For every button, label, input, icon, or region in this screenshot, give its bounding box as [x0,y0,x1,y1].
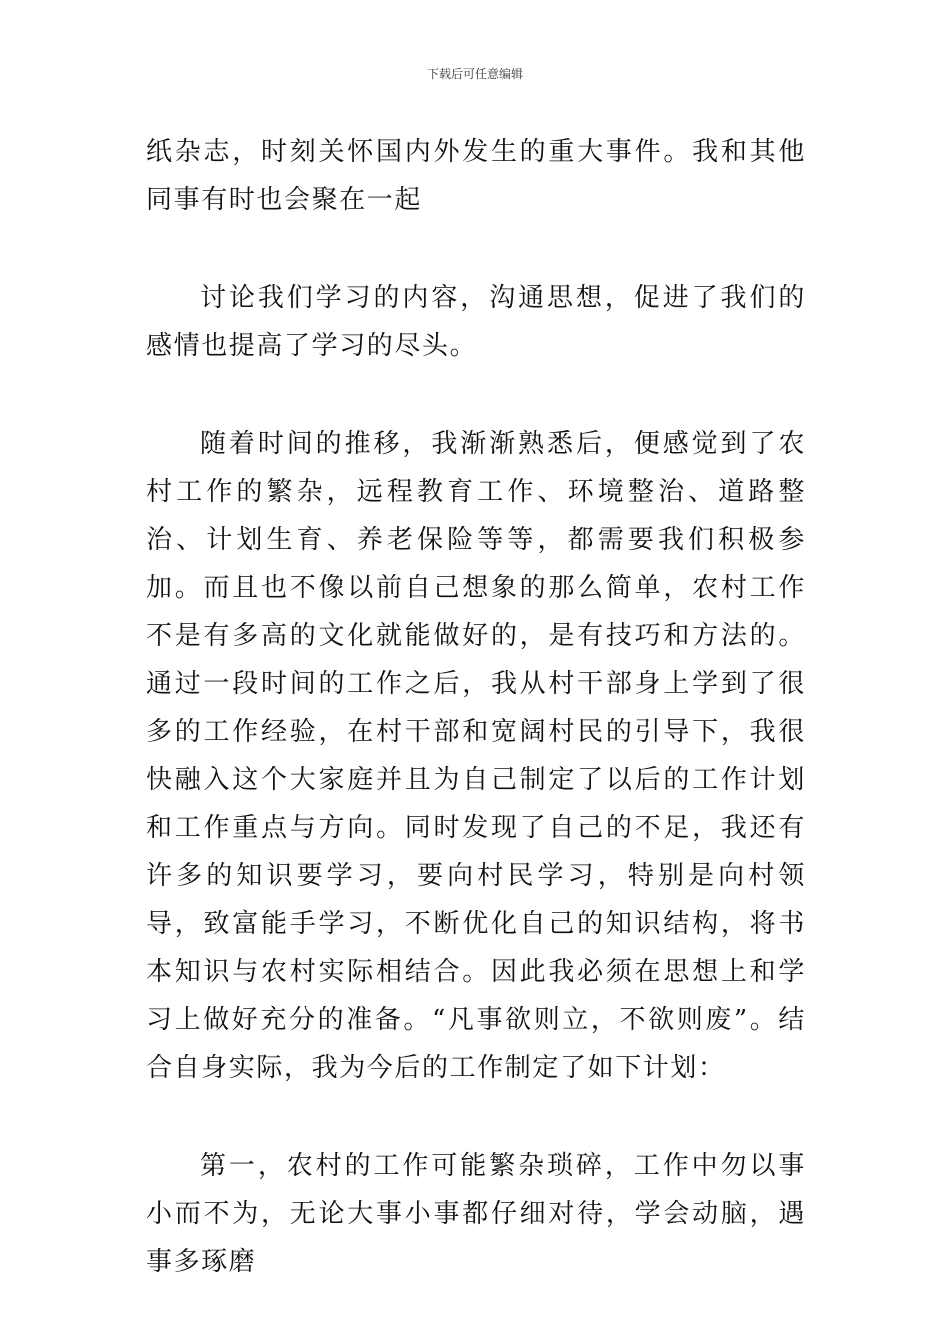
paragraph-continuation: 纸杂志，时刻关怀国内外发生的重大事件。我和其他同事有时也会聚在一起 [146,137,806,215]
document-body [146,128,806,1286]
page-header-note: 下载后可任意编辑 [426,67,523,81]
paragraph-discussion: 讨论我们学习的内容，沟通思想，促进了我们的感情也提高了学习的尽头。 [146,283,806,361]
paragraph-plan-first: 第一，农村的工作可能繁杂琐碎，工作中勿以事小而不为，无论大事小事都仔细对待，学会动脑，遇事多琢磨 [146,1151,806,1277]
paragraph-experience: 随着时间的推移，我渐渐熟悉后，便感觉到了农村工作的繁杂，远程教育工作、环境整治、道路整治、计划生育、养老保险等等，都需要我们积极参加。而且也不像以前自己想象的那么简单，农村工作不是有多高的文化就能做好的，是有技巧和方法的。通过一段时间的工作之后，我从村干部身上学到了很多的工作经验，在村干部和宽阔村民的引导下，我很快融入这个大家庭并且为自己制定了以后的工作计划和工作重点与方向。同时发现了自己的不足，我还有许多的知识要学习，要向村民学习，特别是向村领导，致富能手学习，不断优化自己的知识结构，将书本知识与农村实际相结合。因此我必须在思想上和学习上做好充分的准备。“凡事欲则立，不欲则废”。结合自身实际，我为今后的工作制定了如下计划： [146,429,806,1083]
